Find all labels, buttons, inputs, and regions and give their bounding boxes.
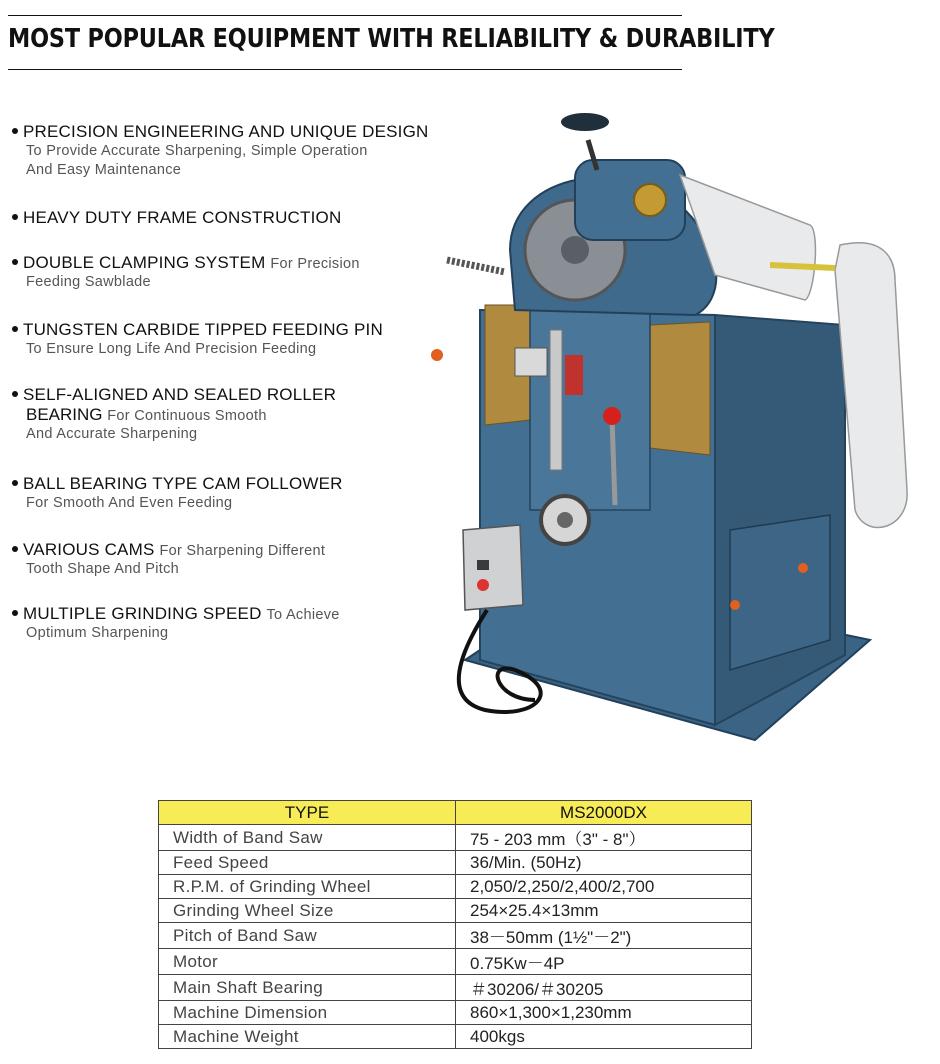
spec-label: Machine Weight (159, 1025, 456, 1049)
bullet-icon (12, 214, 18, 220)
red-lever-knob (603, 407, 621, 425)
feature-sub: And Accurate Sharpening (26, 426, 198, 442)
feature-sub: Optimum Sharpening (26, 625, 169, 641)
feature-sub: Tooth Shape And Pitch (26, 561, 180, 577)
feature-heading: SELF-ALIGNED AND SEALED ROLLER (23, 385, 337, 404)
table-row (159, 975, 752, 1001)
bullet-icon (12, 546, 18, 552)
bullet-icon (12, 391, 18, 397)
bullet-icon (12, 259, 18, 265)
spec-value: 400kgs (456, 1025, 752, 1049)
steel-bar (550, 330, 562, 470)
table-row (159, 875, 752, 899)
spec-value: 2,050/2,250/2,400/2,700 (456, 875, 752, 899)
bullet-icon (12, 326, 18, 332)
spec-label: Pitch of Band Saw (159, 923, 456, 949)
feature-heading: BALL BEARING TYPE CAM FOLLOWER (23, 474, 343, 493)
title-rule-bottom (8, 69, 682, 70)
feature-sub: Feeding Sawblade (26, 274, 151, 290)
table-row (159, 899, 752, 923)
name-plate (515, 348, 547, 376)
table-row (159, 923, 752, 949)
spec-label: Machine Dimension (159, 1001, 456, 1025)
spec-value: 254×25.4×13mm (456, 899, 752, 923)
spec-value: 0.75Kw－4P (456, 949, 752, 975)
saw-sharpening-machine-illustration (425, 100, 925, 760)
spec-header-type: TYPE (159, 801, 456, 825)
feature-heading: VARIOUS CAMS (23, 540, 155, 559)
title-rule-top (8, 15, 682, 16)
spec-value: 36/Min. (50Hz) (456, 851, 752, 875)
switch-box (463, 525, 523, 610)
feature-inline-sub: For Continuous Smooth (107, 408, 267, 424)
feed-spring (447, 260, 505, 272)
red-label (565, 355, 583, 395)
spec-label: Motor (159, 949, 456, 975)
front-control-panel (530, 310, 650, 510)
top-handwheel (561, 113, 609, 131)
feature-sub: And Easy Maintenance (26, 162, 182, 178)
orange-knob (431, 349, 443, 361)
table-row (159, 825, 752, 851)
feature-heading: PRECISION ENGINEERING AND UNIQUE DESIGN (23, 122, 429, 141)
spec-label: Width of Band Saw (159, 825, 456, 851)
spec-table-header-row (159, 801, 752, 825)
orange-knob (730, 600, 740, 610)
table-row (159, 1001, 752, 1025)
feature-inline-sub: For Precision (270, 256, 360, 272)
feature-heading-cont: BEARING (26, 405, 103, 424)
switch-button-red (477, 579, 489, 591)
spec-value: 860×1,300×1,230mm (456, 1001, 752, 1025)
feature-heading: HEAVY DUTY FRAME CONSTRUCTION (23, 208, 342, 227)
spec-value: 75 - 203 mm（3" - 8"） (456, 825, 752, 851)
drive-shaft (770, 265, 835, 268)
table-row (159, 1025, 752, 1049)
table-row (159, 851, 752, 875)
brass-gear (634, 184, 666, 216)
feature-inline-sub: For Sharpening Different (159, 543, 326, 559)
feature-heading: DOUBLE CLAMPING SYSTEM (23, 253, 266, 272)
spec-value: 38－50mm (1½"－2") (456, 923, 752, 949)
control-lever (612, 418, 615, 505)
bullet-icon (12, 128, 18, 134)
feature-heading: MULTIPLE GRINDING SPEED (23, 604, 262, 623)
switch-button-green (477, 560, 489, 570)
spec-label: Grinding Wheel Size (159, 899, 456, 923)
bullet-icon (12, 480, 18, 486)
orange-knob (798, 563, 808, 573)
spec-label: Main Shaft Bearing (159, 975, 456, 1001)
feature-heading: TUNGSTEN CARBIDE TIPPED FEEDING PIN (23, 320, 383, 339)
feature-sub: For Smooth And Even Feeding (26, 495, 233, 511)
grinding-motor (575, 160, 685, 240)
table-row (159, 949, 752, 975)
feature-sub: To Ensure Long Life And Precision Feeding (26, 341, 317, 357)
page-title: MOST POPULAR EQUIPMENT WITH RELIABILITY & DURABILITY (8, 24, 775, 54)
spec-table (158, 800, 752, 1049)
spec-header-model: MS2000DX (456, 801, 752, 825)
bullet-icon (12, 610, 18, 616)
spec-label: Feed Speed (159, 851, 456, 875)
feature-sub: To Provide Accurate Sharpening, Simple Operation (26, 143, 368, 159)
spec-value: ＃30206/＃30205 (456, 975, 752, 1001)
feature-inline-sub: To Achieve (266, 607, 340, 623)
wood-guard-right (650, 322, 710, 455)
spec-label: R.P.M. of Grinding Wheel (159, 875, 456, 899)
